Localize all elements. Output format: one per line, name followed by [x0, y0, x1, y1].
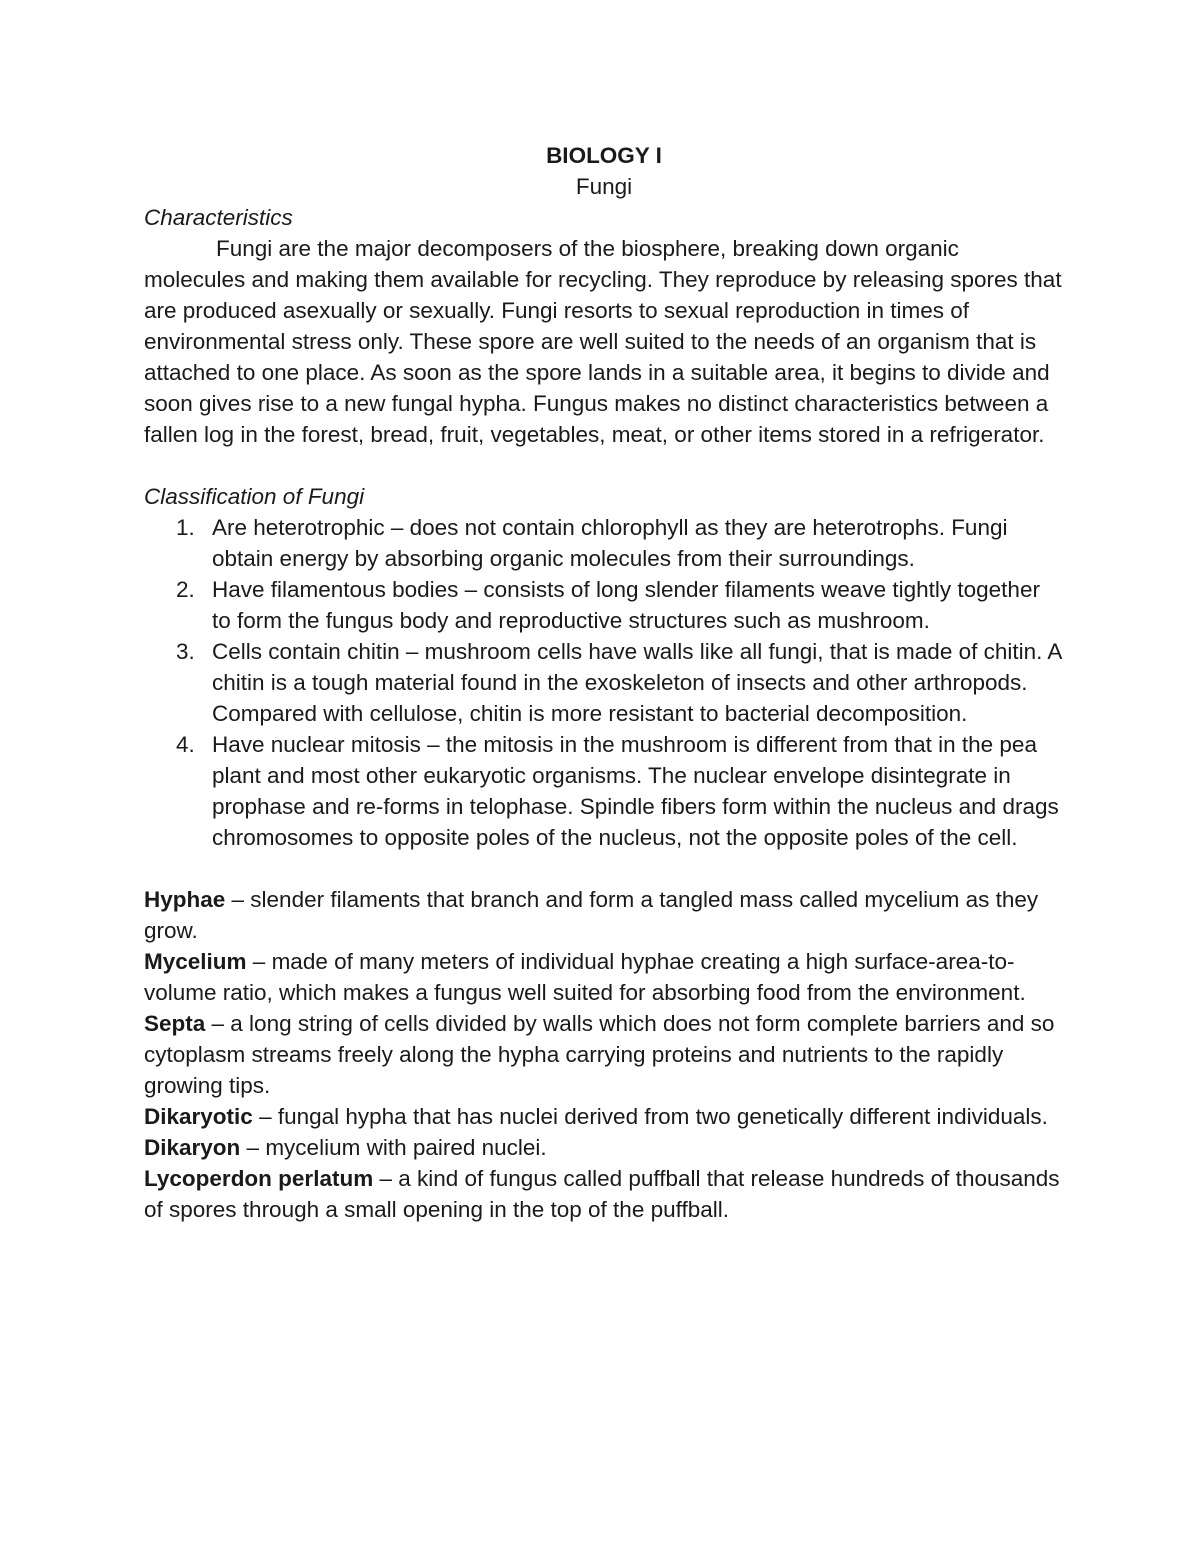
list-item-text: Have filamentous bodies – consists of long slender filaments weave tightly together to form the fungus body and reproductive structures such as mushroom.	[212, 577, 1040, 633]
definition-hyphae	[144, 884, 1064, 946]
characteristics-paragraph: Fungi are the major decomposers of the biosphere, breaking down organic molecules and making them available for recycling. They reproduce by releasing spores that are produced asexually or sexually. Fungi resorts to sexual reproduction in times of environmental stress only. These spore are well suited to the needs of an organism that is attached to one place. As soon as the spore lands in a suitable area, it begins to divide and soon gives rise to a new fungal hypha. Fungus makes no distinct characteristics between a fallen log in the forest, bread, fruit, vegetables, meat, or other items stored in a refrigerator.	[144, 236, 1062, 447]
definitions-list	[144, 884, 1064, 1225]
definition-text: – slender filaments that branch and form a tangled mass called mycelium as they grow.	[144, 887, 1039, 943]
classification-heading: Classification of Fungi	[144, 484, 365, 509]
document-page	[144, 140, 1064, 1225]
document-title: BIOLOGY I	[546, 143, 662, 168]
definition-mycelium	[144, 946, 1064, 1008]
list-item	[144, 636, 1064, 729]
list-item-text: Have nuclear mitosis – the mitosis in the mushroom is different from that in the pea plant and most other eukaryotic organisms. The nuclear envelope disintegrate in prophase and re-forms in telophase. Spindle fibers form within the nucleus and drags chromosomes to opposite poles of the nucleus, not the opposite poles of the cell.	[212, 732, 1059, 850]
characteristics-heading: Characteristics	[144, 205, 293, 230]
definition-text: – made of many meters of individual hyphae creating a high surface-area-to-volume ratio, which makes a fungus well suited for absorbing food from the environment.	[144, 949, 1026, 1005]
definition-term: Septa	[144, 1011, 206, 1036]
list-item-number: 1.	[176, 515, 195, 540]
definition-text: – a long string of cells divided by walls which does not form complete barriers and so cytoplasm streams freely along the hypha carrying proteins and nutrients to the rapidly growing tips.	[144, 1011, 1055, 1098]
section-spacer	[144, 853, 1064, 884]
definition-dikaryon	[144, 1132, 1064, 1163]
definition-text: – fungal hypha that has nuclei derived from two genetically different individuals.	[252, 1104, 1048, 1129]
definition-term: Dikaryotic	[144, 1104, 253, 1129]
list-item	[144, 729, 1064, 853]
document-subtitle: Fungi	[575, 174, 633, 199]
definition-lycoperdon-perlatum	[144, 1163, 1064, 1225]
definition-term: Hyphae	[144, 887, 226, 912]
definition-septa	[144, 1008, 1064, 1101]
list-item-number: 3.	[176, 639, 195, 664]
list-item	[144, 574, 1064, 636]
definition-text: – mycelium with paired nuclei.	[240, 1135, 547, 1160]
list-item-text: Are heterotrophic – does not contain chlorophyll as they are heterotrophs. Fungi obtain energy by absorbing organic molecules from their surroundings.	[212, 515, 1008, 571]
definition-dikaryotic	[144, 1101, 1064, 1132]
definition-text: – a kind of fungus called puffball that release hundreds of thousands of spores through a small opening in the top of the puffball.	[144, 1166, 1060, 1222]
definition-term: Mycelium	[144, 949, 247, 974]
list-item-text: Cells contain chitin – mushroom cells have walls like all fungi, that is made of chitin. A chitin is a tough material found in the exoskeleton of insects and other arthropods. Compared with cellulose, chitin is more resistant to bacterial decomposition.	[212, 639, 1062, 726]
definition-term: Lycoperdon perlatum	[144, 1166, 374, 1191]
list-item-number: 2.	[176, 577, 195, 602]
section-spacer	[144, 450, 1064, 481]
classification-list	[144, 512, 1064, 853]
definition-term: Dikaryon	[144, 1135, 241, 1160]
list-item	[144, 512, 1064, 574]
list-item-number: 4.	[176, 732, 195, 757]
